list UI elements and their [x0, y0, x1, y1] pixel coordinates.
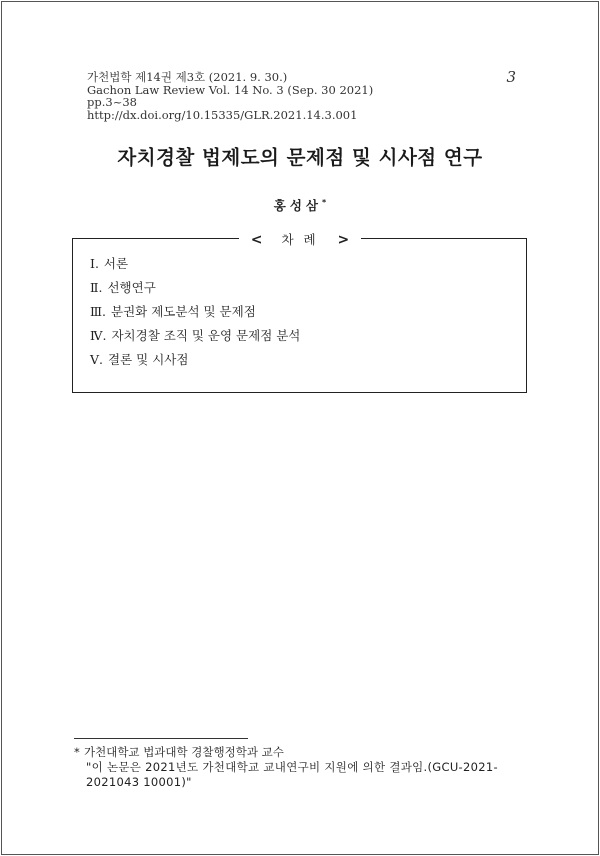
toc-item[interactable] — [90, 279, 300, 303]
journal-title-korean: 가천법학 제14권 제3호 (2021. 9. 30.) — [87, 70, 288, 84]
funding-footnote: "이 논문은 2021년도 가천대학교 교내연구비 지원에 의한 결과임.(GCU-2021-2021043 10001)" — [86, 760, 498, 789]
toc-list — [90, 255, 300, 375]
toc-item[interactable] — [90, 255, 300, 279]
toc-item[interactable] — [90, 351, 300, 375]
journal-title-english: Gachon Law Review Vol. 14 No. 3 (Sep. 30 2021) — [87, 82, 374, 97]
author-name: 홍성삼 — [273, 198, 323, 213]
footnotes — [74, 745, 526, 790]
author-footnote-mark: * — [322, 197, 327, 207]
toc-item-number: Ⅲ. — [90, 304, 107, 319]
affiliation-text: 가천대학교 법과대학 경찰행정학과 교수 — [84, 745, 284, 759]
toc-item[interactable] — [90, 327, 300, 351]
footnote-mark: * — [74, 745, 80, 759]
journal-info — [87, 71, 373, 121]
page-frame — [1, 1, 599, 855]
toc-item-label: 서론 — [103, 256, 129, 271]
affiliation-footnote — [74, 745, 526, 760]
toc-item-label: 자치경찰 조직 및 운영 문제점 분석 — [111, 328, 301, 343]
page-number: 3 — [506, 68, 516, 86]
chevron-left-icon: < — [245, 232, 269, 248]
doi-link[interactable]: http://dx.doi.org/10.15335/GLR.2021.14.3.001 — [87, 107, 358, 122]
toc-item-label: 선행연구 — [107, 280, 156, 295]
toc-item-number: Ⅳ. — [90, 328, 107, 343]
toc-item-number: Ⅱ. — [90, 280, 103, 295]
article-author — [0, 196, 600, 214]
toc-item[interactable] — [90, 303, 300, 327]
toc-caption-label: 차 례 — [275, 230, 324, 248]
page-range: pp.3~38 — [87, 95, 137, 109]
footnote-divider — [74, 738, 248, 739]
article-title: 자치경찰 법제도의 문제점 및 시사점 연구 — [117, 146, 483, 169]
toc-caption — [0, 229, 600, 247]
toc-item-label: 분권화 제도분석 및 문제점 — [111, 304, 256, 319]
toc-item-number: Ⅴ. — [90, 352, 104, 367]
chevron-right-icon: > — [332, 232, 356, 248]
toc-item-number: Ⅰ. — [90, 256, 99, 271]
toc-item-label: 결론 및 시사점 — [108, 352, 189, 367]
